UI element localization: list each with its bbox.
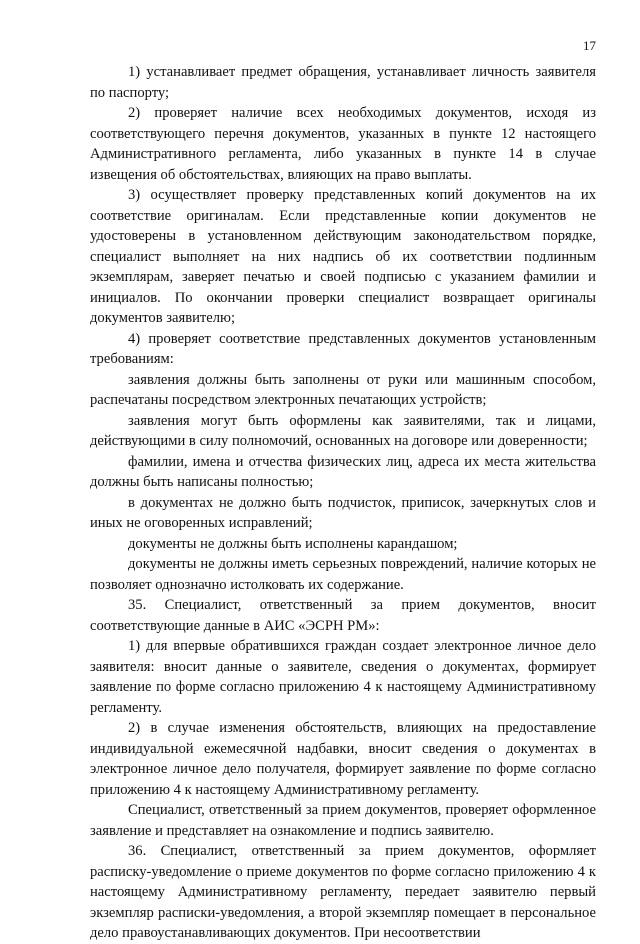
paragraph-6: заявления могут быть оформлены как заявителями, так и лицами, действующими в силу полномочий, основанных на договоре или доверенности;	[90, 412, 596, 449]
paragraph-12: 1) для впервые обратившихся граждан создает электронное личное дело заявителя: вносит данные о заявителе, сведения о документах, формирует заявление по форме согласно приложению 4 к настоящему Административному регламенту.	[90, 638, 596, 716]
paragraph-3: 3) осуществляет проверку представленных копий документов на их соответствие оригиналам. Если представленные копии документов не удостоверены в установленном действующим законодательством порядке, специалист выполняет на них надпись об их соответствии подлинным экземплярам, заверяет печатью и своей подписью с указанием фамилии и инициалов. По окончании проверки специалист возвращает оригиналы документов заявителю;	[90, 187, 596, 326]
paragraph-9: документы не должны быть исполнены карандашом;	[128, 535, 458, 552]
paragraph-7: фамилии, имена и отчества физических лиц, адреса их места жительства должны быть написаны полностью;	[90, 453, 596, 490]
paragraph-10: документы не должны иметь серьезных повреждений, наличие которых не позволяет однозначно истолковать их содержание.	[90, 556, 596, 593]
document-body	[90, 62, 596, 944]
paragraph-4: 4) проверяет соответствие представленных документов установленным требованиям:	[90, 330, 596, 367]
page-number: 17	[583, 38, 596, 53]
paragraph-2: 2) проверяет наличие всех необходимых документов, исходя из соответствующего перечня документов, указанных в пункте 12 настоящего Административного регламента, либо указанных в пункте 14 в случае извещения об обстоятельствах, влияющих на право выплаты.	[90, 105, 596, 183]
paragraph-11: 35. Специалист, ответственный за прием документов, вносит соответствующие данные в АИС «ЭСРН РМ»:	[90, 597, 596, 634]
paragraph-15: 36. Специалист, ответственный за прием документов, оформляет расписку-уведомление о приеме документов по форме согласно приложению 4 к настоящему Административному регламенту, передает заявителю первый экземпляр расписки-уведомления, а второй экземпляр помещает в персональное дело правоустанавливающих документов. При несоответствии	[90, 843, 596, 941]
paragraph-5: заявления должны быть заполнены от руки или машинным способом, распечатаны посредством электронных печатающих устройств;	[90, 371, 596, 408]
paragraph-1: 1) устанавливает предмет обращения, устанавливает личность заявителя по паспорту;	[90, 64, 596, 101]
paragraph-14: Специалист, ответственный за прием документов, проверяет оформленное заявление и представляет на ознакомление и подпись заявителю.	[90, 802, 596, 839]
paragraph-8: в документах не должно быть подчисток, приписок, зачеркнутых слов и иных не оговоренных исправлений;	[90, 494, 596, 531]
paragraph-13: 2) в случае изменения обстоятельств, влияющих на предоставление индивидуальной ежемесячной надбавки, вносит сведения о документах в электронное личное дело получателя, формирует заявление по форме согласно приложению 4 к настоящему Административному регламенту.	[90, 720, 596, 798]
